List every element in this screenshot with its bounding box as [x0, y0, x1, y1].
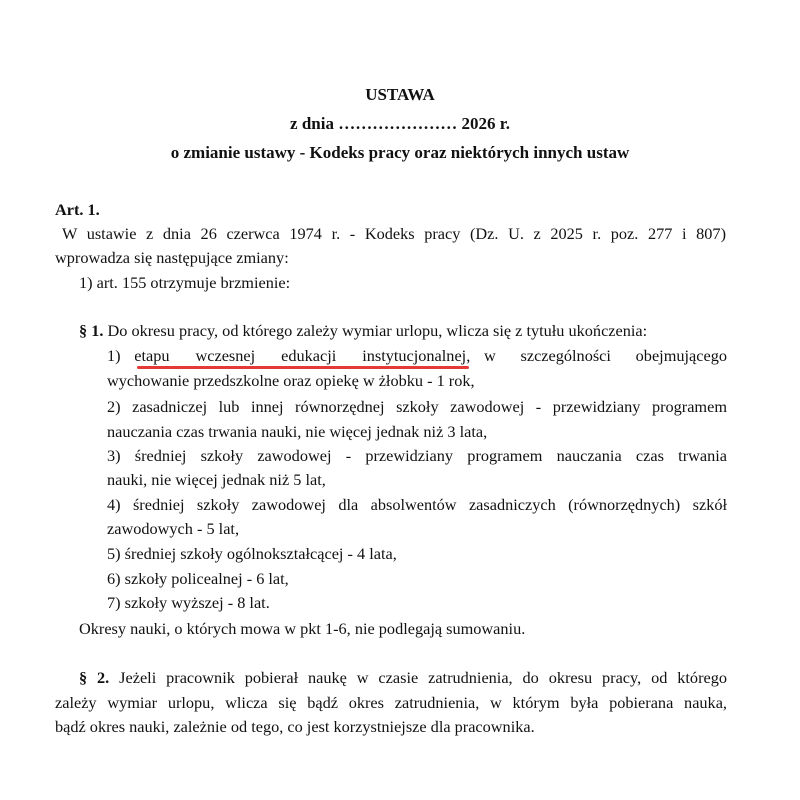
item-6: 6) szkoły policealnej - 6 lat, [107, 569, 289, 588]
article-heading: Art. 1. [55, 200, 100, 219]
section-1-label: § 1. [79, 321, 104, 340]
item-1-rest-text: w szczególności obejmującego [484, 346, 727, 365]
section-2-line-2: zależy wymiar urlopu, wlicza się bądź okres zatrudnienia, w którym była pobierana nauka, [55, 693, 727, 712]
document-subject: o zmianie ustawy - Kodeks pracy oraz niektórych innych ustaw [170, 143, 630, 162]
section-2-line-3: bądź okres nauki, zależnie od tego, co jest korzystniejsze dla pracownika. [55, 717, 535, 736]
intro-line-2: wprowadza się następujące zmiany: [55, 248, 289, 267]
change-1-line: 1) art. 155 otrzymuje brzmienie: [79, 273, 291, 292]
document-title-block [0, 80, 800, 167]
item-7: 7) szkoły wyższej - 8 lat. [107, 593, 270, 612]
item-1-highlighted-text: etapu wczesnej edukacji instytucjonalnej, [134, 346, 471, 365]
item-4-line-2: zawodowych - 5 lat, [107, 519, 240, 538]
section-2-line-1 [79, 666, 727, 690]
item-2-line-1: 2) zasadniczej lub innej równorzędnej szkoły zawodowej - przewidziany programem [107, 397, 727, 416]
section-2-line-1-text: Jeżeli pracownik pobierał naukę w czasie zatrudnienia, do okresu pracy, od którego [119, 668, 728, 687]
item-3-line-2: nauki, nie więcej jednak niż 5 lat, [107, 470, 326, 489]
document-date-line: z dnia ………………… 2026 r. [290, 114, 510, 133]
section-1-closing: Okresy nauki, o których mowa w pkt 1-6, nie podlegają sumowaniu. [79, 619, 526, 638]
section-2-label: § 2. [79, 668, 110, 687]
item-3-line-1: 3) średniej szkoły zawodowej - przewidziany programem nauczania czas trwania [107, 446, 727, 465]
intro-line-1: W ustawie z dnia 26 czerwca 1974 r. - Kodeks pracy (Dz. U. z 2025 r. poz. 277 i 807) [62, 224, 726, 243]
item-1-line-1 [107, 344, 727, 368]
item-4-line-1: 4) średniej szkoły zawodowej dla absolwentów zasadniczych (równorzędnych) szkół [107, 495, 727, 514]
section-1-text: Do okresu pracy, od którego zależy wymiar urlopu, wlicza się z tytułu ukończenia: [107, 321, 648, 340]
item-2-line-2: nauczania czas trwania nauki, nie więcej jednak niż 3 lata, [107, 422, 488, 441]
section-1-heading [79, 319, 647, 343]
item-1-line-2: wychowanie przedszkolne oraz opiekę w żłobku - 1 rok, [107, 371, 475, 390]
item-5: 5) średniej szkoły ogólnokształcącej - 4 lata, [107, 544, 397, 563]
item-1-number: 1) [107, 346, 121, 365]
document-title: USTAWA [365, 85, 435, 104]
